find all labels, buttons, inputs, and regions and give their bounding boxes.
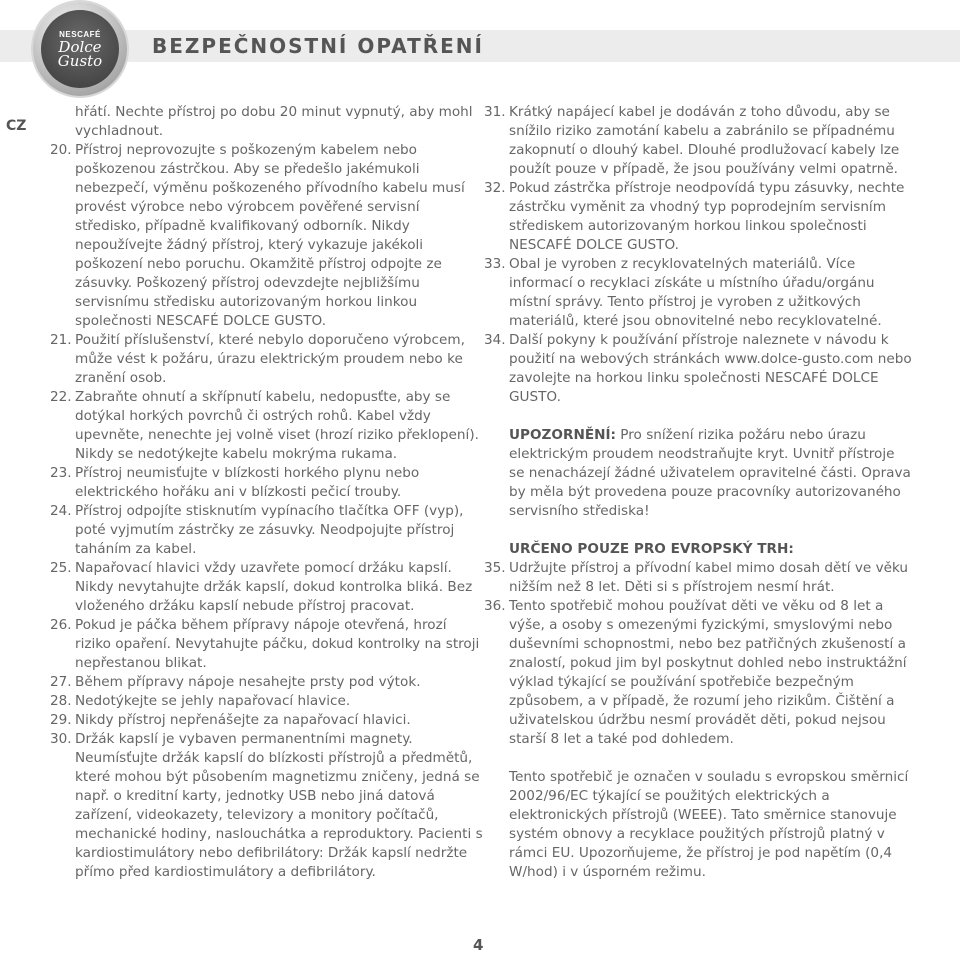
warning-paragraph xyxy=(484,426,914,521)
list-item xyxy=(50,730,485,882)
spacer xyxy=(484,749,914,768)
item-text: Přístroj odpojíte stisknutím vypínacího tlačítka OFF (vyp), poté vyjmutím zástrčky ze zásuvky. Neodpojujte přístroj taháním za kabel. xyxy=(75,503,464,557)
item-text: Další pokyny k používání přístroje naleznete v návodu k použití na webových stránkách www.dolce-gusto.com nebo zavolejte na horkou linku společnosti NESCAFÉ DOLCE GUSTO. xyxy=(509,332,912,405)
item-number: 30. xyxy=(50,731,72,747)
item-text: Během přípravy nápoje nesahejte prsty pod výtok. xyxy=(75,674,421,690)
list-item xyxy=(484,597,914,749)
right-items-list-b xyxy=(484,559,914,749)
item-number: 31. xyxy=(484,104,506,120)
item-text: Obal je vyroben z recyklovatelných materiálů. Více informací o recyklaci získáte u místního úřadu/orgánu místní správy. Tento přístroj je vyroben z užitkových materiálů, které jsou obnovitelné nebo recyklovatelné. xyxy=(509,256,882,329)
item-text: Přístroj neumisťujte v blízkosti horkého plynu nebo elektrického hořáku ani v blízkosti pečicí trouby. xyxy=(75,465,420,500)
list-item xyxy=(50,559,485,616)
list-item xyxy=(50,692,485,711)
spacer xyxy=(484,407,914,426)
list-item xyxy=(484,179,914,255)
item-number: 21. xyxy=(50,332,72,348)
item-number: 25. xyxy=(50,560,72,576)
logo-brand: NESCAFÉ xyxy=(59,29,101,39)
intro-paragraph: hřátí. Nechte přístroj po dobu 20 minut vypnutý, aby mohl vychladnout. xyxy=(75,104,473,139)
item-number: 35. xyxy=(484,560,506,576)
item-number: 28. xyxy=(50,693,72,709)
item-text: Nikdy přístroj nepřenášejte za napařovací hlavici. xyxy=(75,712,411,728)
item-text: Použití příslušenství, které nebylo doporučeno výrobcem, může vést k požáru, úrazu elektrickým proudem nebo ke zranění osob. xyxy=(75,332,465,386)
item-number: 33. xyxy=(484,256,506,272)
page-title: BEZPEČNOSTNÍ OPATŘENÍ xyxy=(152,34,484,58)
weee-paragraph: Tento spotřebič je označen v souladu s evropskou směrnicí 2002/96/EC týkající se použitých elektrických a elektronických přístrojů (WEEE). Tato směrnice stanovuje systém obnovy a recyklace použitých přístrojů platný v rámci EU. Upozorňujeme, že přístroj je pod napětím (0,4 W/hod) i v úsporném režimu. xyxy=(509,769,909,880)
left-items-list xyxy=(50,141,485,882)
item-text: Tento spotřebič mohou používat děti ve věku od 8 let a výše, a osoby s omezenými fyzickými, smyslovými nebo duševními schopnostmi, nebo bez patřičných zkušeností a znalostí, pokud jim byl poskytnut dohled nebo instruktážní výklad týkající se používání spotřebiče bezpečným způsobem, a v případě, že rozumí jeho rizikům. Čištění a uživatelskou údržbu nesmí provádět děti, pokud nejsou starší 8 let a také pod dohledem. xyxy=(509,598,907,747)
list-item xyxy=(50,388,485,464)
language-code: CZ xyxy=(6,118,27,134)
item-text: Držák kapslí je vybaven permanentními magnety. Neumísťujte držák kapslí do blízkosti přístrojů a předmětů, které mohou být působením magnetizmu zničeny, jedná se např. o kreditní karty, jednotky USB nebo jiná datová zařízení, videokazety, televizory a monitory počítačů, mechanické hodiny, naslouchátka a reproduktory. Pacienti s kardiostimulátory nebo defibrilátory: Držák kapslí nedržte přímo před kardiostimulátory a defibrilátory. xyxy=(75,731,483,880)
item-number: 20. xyxy=(50,142,72,158)
list-item xyxy=(484,255,914,331)
item-number: 29. xyxy=(50,712,72,728)
left-column xyxy=(50,103,485,882)
item-text: Nedotýkejte se jehly napařovací hlavice. xyxy=(75,693,351,709)
item-text: Krátký napájecí kabel je dodáván z toho důvodu, aby se snížilo riziko zamotání kabelu a zabránilo se případnému zakopnutí o dlouhý kabel. Dlouhé prodlužovací kabely lze použít pouze v případě, že jsou používány velmi opatrně. xyxy=(509,104,900,177)
item-number: 24. xyxy=(50,503,72,519)
item-text: Pokud je páčka během přípravy nápoje otevřená, hrozí riziko opaření. Nevytahujte páčku, dokud kontrolky na stroji nepřestanou blikat. xyxy=(75,617,480,671)
warning-text: Pro snížení rizika požáru nebo úrazu elektrickým proudem neodstraňujte kryt. Uvnitř přístroje se nenacházejí žádné uživatelem opravitelné části. Oprava by měla být provedena pouze pracovníky autorizovaného servisního střediska! xyxy=(509,427,911,519)
item-text: Udržujte přístroj a přívodní kabel mimo dosah dětí ve věku nižším než 8 let. Děti si s přístrojem nesmí hrát. xyxy=(509,560,909,595)
right-items-list-a xyxy=(484,103,914,407)
logo-line1: Dolce xyxy=(58,37,102,56)
list-item xyxy=(484,331,914,407)
right-column xyxy=(484,103,914,882)
item-text: Pokud zástrčka přístroje neodpovídá typu zásuvky, nechte zástrčku vyměnit za vhodný typ poprodejním servisním střediskem autorizovaným horkou linkou společnosti NESCAFÉ DOLCE GUSTO. xyxy=(509,180,905,253)
list-item xyxy=(50,673,485,692)
list-item xyxy=(484,559,914,597)
item-number: 34. xyxy=(484,332,506,348)
item-text: Přístroj neprovozujte s poškozeným kabelem nebo poškozenou zástrčkou. Aby se předešlo jakémukoli nebezpečí, výměnu poškozeného přívodního kabelu musí provést výrobce nebo výrobcem pověřené servisní středisko, případně kvalifikovaný odborník. Nikdy nepoužívejte žádný přístroj, který vykazuje jakékoli poškození nebo poruchu. Okamžitě přístroj odpojte ze zásuvky. Poškozený přístroj odevzdejte nejbližšímu servisnímu středisku autorizovaným horkou linkou společnosti NESCAFÉ DOLCE GUSTO. xyxy=(75,142,465,329)
item-text: Zabraňte ohnutí a skřípnutí kabelu, nedopusťte, aby se dotýkal horkých povrchů či ostrých rohů. Kabel vždy upevněte, nenechte jej volně viset (hrozí riziko překlopení). Nikdy se nedotýkejte kabelu mokrýma rukama. xyxy=(75,389,479,462)
item-number: 22. xyxy=(50,389,72,405)
list-item xyxy=(50,616,485,673)
list-item xyxy=(50,464,485,502)
item-number: 23. xyxy=(50,465,72,481)
nescafe-dolce-gusto-logo xyxy=(33,2,127,96)
item-number: 27. xyxy=(50,674,72,690)
list-item xyxy=(50,502,485,559)
item-number: 36. xyxy=(484,598,506,614)
logo-badge xyxy=(41,10,119,88)
item-number: 26. xyxy=(50,617,72,633)
item-number: 32. xyxy=(484,180,506,196)
list-item xyxy=(50,711,485,730)
page-number: 4 xyxy=(473,936,484,954)
list-item xyxy=(50,331,485,388)
spacer xyxy=(484,521,914,540)
warning-label: UPOZORNĚNÍ: xyxy=(509,427,616,443)
item-text: Napařovací hlavici vždy uzavřete pomocí držáku kapslí. Nikdy nevytahujte držák kapslí, dokud kontrolka bliká. Bez vloženého držáku kapslí nebude přístroj pracovat. xyxy=(75,560,473,614)
list-item xyxy=(484,103,914,179)
list-item xyxy=(50,141,485,331)
logo-line2: Gusto xyxy=(57,51,103,70)
eu-heading: URČENO POUZE PRO EVROPSKÝ TRH: xyxy=(509,541,794,557)
